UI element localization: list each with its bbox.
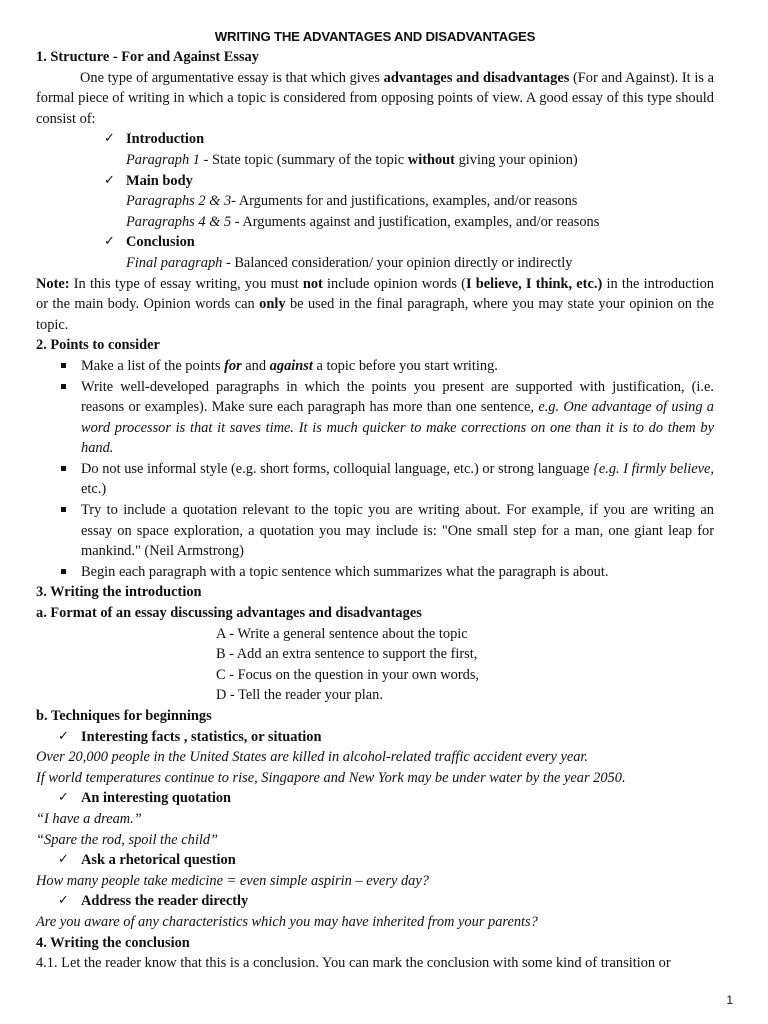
bullet-square-icon: [61, 569, 66, 574]
example-text: If world temperatures continue to rise, Singapore and New York may be under water by the year 2050.: [36, 769, 626, 786]
plan-step: D - Tell the reader your plan.: [216, 687, 383, 704]
check-icon: ✓: [104, 172, 115, 188]
subsection-b-heading: b. Techniques for beginnings: [36, 708, 212, 724]
checklist-introduction: ✓ Introduction: [36, 129, 714, 150]
list-item: Try to include a quotation relevant to the topic you are writing about. For example, if you are writing an essay on space exploration, a quotation you may include is: "One small step for a man, one giant leap for mankind." (Neil Armstrong): [36, 500, 714, 562]
plan-step: B - Add an extra sentence to support the first,: [216, 646, 478, 663]
check-icon: ✓: [58, 790, 69, 806]
section-2-heading: 2. Points to consider: [36, 337, 160, 354]
example-text: “Spare the rod, spoil the child”: [36, 831, 219, 848]
list-item: Make a list of the points for and against a topic before you start writing.: [36, 356, 714, 377]
document-page: [36, 26, 714, 974]
list-item: Write well-developed paragraphs in which the points you present are supported with justification, (i.e. reasons or examples). Make sure each paragraph has more than one sentence, e.g. One advantage of using a word processor is that it saves time. It is much quicker to make corrections on one than it is to do them by hand.: [36, 377, 714, 459]
technique-facts: ✓ Interesting facts , statistics, or situation: [36, 727, 714, 748]
list-item: Begin each paragraph with a topic sentence which summarizes what the paragraph is about.: [36, 562, 714, 583]
conclusion-paragraph-desc: Final paragraph - Balanced consideration/ your opinion directly or indirectly: [126, 254, 573, 271]
technique-rhetorical-question: ✓ Ask a rhetorical question: [36, 850, 714, 871]
check-icon: ✓: [58, 893, 69, 909]
example-text: “I have a dream.”: [36, 810, 142, 827]
body-paragraphs-against: Paragraphs 4 & 5 - Arguments against and justification, examples, and/or reasons: [126, 213, 600, 230]
technique-quotation: ✓ An interesting quotation: [36, 788, 714, 809]
section-4-heading: 4. Writing the conclusion: [36, 934, 190, 951]
section-1-heading: 1. Structure - For and Against Essay: [36, 49, 259, 65]
technique-address-reader: ✓ Address the reader directly: [36, 891, 714, 912]
checklist-conclusion: ✓ Conclusion: [36, 232, 714, 253]
section-1-intro: One type of argumentative essay is that which gives advantages and disadvantages (For and Against). It is a formal piece of writing in which a topic is considered from opposing points of view. A good essay of this type should consist of:: [36, 69, 714, 127]
bullet-square-icon: [61, 384, 66, 389]
bullet-square-icon: [61, 363, 66, 368]
bullet-square-icon: [61, 466, 66, 471]
example-text: How many people take medicine = even simple aspirin – every day?: [36, 872, 429, 889]
example-text: Over 20,000 people in the United States are killed in alcohol-related traffic accident every year.: [36, 749, 589, 766]
conclusion-text: 4.1. Let the reader know that this is a conclusion. You can mark the conclusion with some kind of transition or: [36, 955, 671, 972]
bullet-square-icon: [61, 507, 66, 512]
plan-step: A - Write a general sentence about the topic: [216, 625, 468, 642]
intro-paragraph-desc: Paragraph 1 - State topic (summary of the topic without giving your opinion): [126, 151, 578, 168]
page-number: 1: [726, 993, 733, 1007]
plan-step: C - Focus on the question in your own words,: [216, 666, 480, 683]
example-text: Are you aware of any characteristics which you may have inherited from your parents?: [36, 913, 538, 930]
points-list: [36, 356, 714, 583]
check-icon: ✓: [58, 728, 69, 744]
document-title: WRITING THE ADVANTAGES AND DISADVANTAGES: [214, 29, 536, 44]
check-icon: ✓: [58, 852, 69, 868]
section-3-heading: 3. Writing the introduction: [36, 584, 202, 601]
note-paragraph: Note: In this type of essay writing, you must not include opinion words (I believe, I think, etc.) in the introduction or the main body. Opinion words can only be used in the final paragraph, where you may state your opinion on the topic.: [36, 275, 714, 333]
check-icon: ✓: [104, 131, 115, 147]
checklist-main-body: ✓ Main body: [36, 171, 714, 192]
check-icon: ✓: [104, 234, 115, 250]
list-item: Do not use informal style (e.g. short forms, colloquial language, etc.) or strong language {e.g. I firmly believe, etc.): [36, 459, 714, 500]
subsection-a-heading: a. Format of an essay discussing advantages and disadvantages: [36, 605, 422, 622]
body-paragraphs-for: Paragraphs 2 & 3- Arguments for and justifications, examples, and/or reasons: [126, 193, 578, 210]
